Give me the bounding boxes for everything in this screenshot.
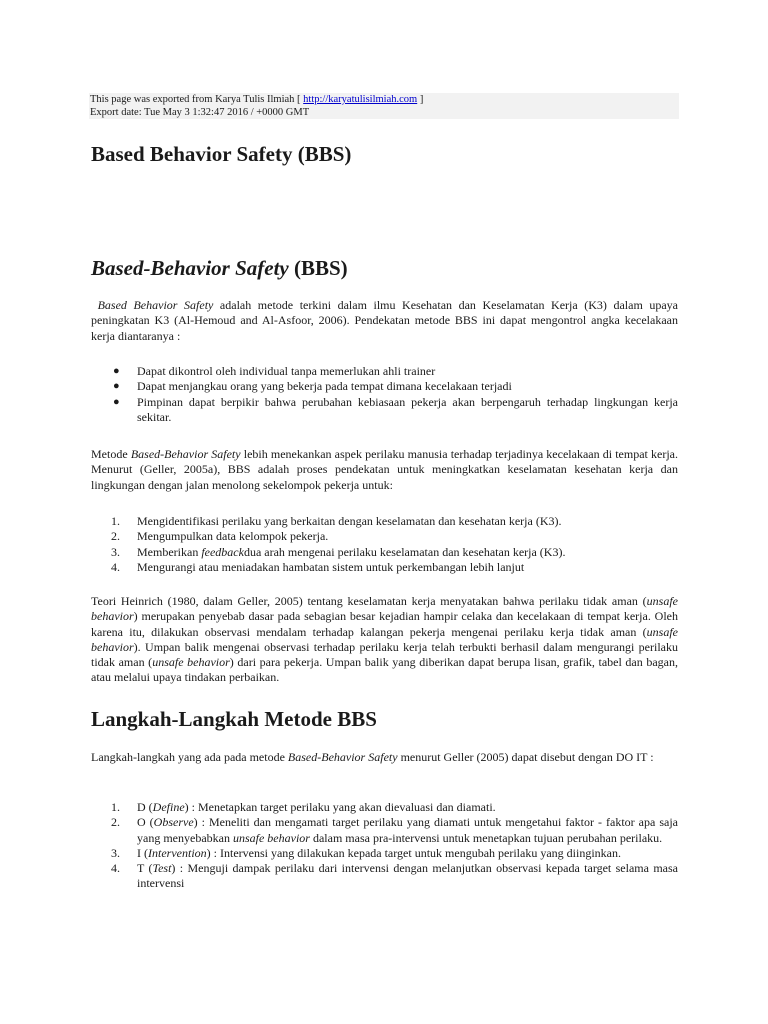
para-text: Teori Heinrich (1980, dalam Geller, 2005) tentang keselamatan kerja menyatakan bahwa perilaku tidak aman ( xyxy=(91,594,647,608)
step-term: Define xyxy=(152,800,185,814)
method-text-start: Metode xyxy=(91,447,131,461)
heading-italic: Based-Behavior Safety xyxy=(91,256,289,280)
step-text: dalam masa pra-intervensi untuk menetapkan tujuan perubahan perilaku. xyxy=(309,830,663,845)
list-number: 2. xyxy=(111,815,120,830)
export-source-line xyxy=(90,93,679,106)
step-term: Test xyxy=(152,861,172,876)
steps-intro-paragraph xyxy=(91,750,678,765)
list-item-text: Mengumpulkan data kelompok pekerja. xyxy=(137,529,329,544)
step-text: D ( xyxy=(137,800,153,814)
heinrich-paragraph xyxy=(91,594,678,686)
list-number: 1. xyxy=(111,514,120,528)
section-heading-bbs xyxy=(91,256,348,280)
export-date: Export date: Tue May 3 1:32:47 2016 / +0000 GMT xyxy=(90,107,310,118)
step-term: Observe xyxy=(153,815,194,830)
list-item xyxy=(91,514,678,529)
step-text: ) : Intervensi yang dilakukan kepada target untuk mengubah perilaku yang diinginkan. xyxy=(206,845,621,860)
list-item-text: Pimpinan dapat berpikir bahwa perubahan kebiasaan pekerja akan berpengaruh terhadap lingkungan kerja sekitar. xyxy=(137,394,678,424)
heading-suffix: (BBS) xyxy=(288,256,348,280)
list-item xyxy=(91,800,678,815)
list-item xyxy=(91,395,678,426)
unsafe-term: unsafe behavior xyxy=(152,655,230,670)
para-text: ) dari para pekerja. Umpan balik yang diberikan dapat berupa lisan, grafik, tabel dan bagan, atau melalui upaya tindakan perbaikan. xyxy=(91,655,678,685)
bullet-marker: ● xyxy=(113,395,120,408)
method-term: Based-Behavior Safety xyxy=(287,750,398,764)
step-text: T ( xyxy=(137,861,153,876)
list-item-text: Mengurangi atau meniadakan hambatan sistem untuk perkembangan lebih lanjut xyxy=(137,559,525,574)
list-item xyxy=(91,861,678,892)
intro-paragraph xyxy=(91,298,678,344)
list-item-text: Memberikan xyxy=(137,544,202,559)
list-number: 3. xyxy=(111,845,120,860)
list-item xyxy=(91,815,678,846)
list-number: 2. xyxy=(111,529,120,544)
document-title: Based Behavior Safety (BBS) xyxy=(91,142,352,166)
list-item xyxy=(91,846,678,861)
list-item-text: Dapat menjangkau orang yang bekerja pada tempat dimana kecelakaan terjadi xyxy=(137,379,512,394)
step-text: ) : Menetapkan target perilaku yang akan dievaluasi dan diamati. xyxy=(184,800,496,814)
method-paragraph xyxy=(91,447,678,493)
para-text: ). Umpan balik mengenai observasi terhadap perilaku kerja telah terbukti berhasil dalam mengurangi perilaku tidak aman ( xyxy=(91,639,678,670)
list-number: 1. xyxy=(111,800,120,814)
list-item xyxy=(91,545,678,560)
export-info-box xyxy=(89,93,679,119)
unsafe-term: unsafe behavior xyxy=(232,830,310,845)
export-source-suffix: ] xyxy=(417,94,424,105)
list-number: 4. xyxy=(111,861,120,876)
unsafe-term: unsafe behavior xyxy=(91,594,678,624)
step-text: ) : Menguji dampak perilaku dari intervensi dengan melanjutkan observasi kepada target selama masa intervensi xyxy=(137,861,678,891)
step-text: ) : Meneliti dan mengamati target perilaku yang diamati untuk mengetahui faktor - faktor apa saja yang menyebabkan xyxy=(137,815,678,845)
intro-text: adalah metode terkini dalam ilmu Kesehatan dan Keselamatan Kerja (K3) dalam upaya peningkatan K3 (Al-Hemoud and Al-Asfoor, 2006). Pendekatan metode BBS ini dapat mengontrol angka kecelakaan kerja diantaranya : xyxy=(91,298,679,343)
benefit-list xyxy=(91,364,678,425)
feedback-term: feedback xyxy=(201,544,244,559)
list-item-text: Mengidentifikasi perilaku yang berkaitan dengan keselamatan dan kesehatan kerja (K3). xyxy=(137,514,562,528)
list-number: 3. xyxy=(111,544,120,559)
method-term: Based-Behavior Safety xyxy=(130,447,241,461)
list-item xyxy=(91,560,678,575)
unsafe-term: unsafe behavior xyxy=(91,624,678,654)
method-text-rest: lebih menekankan aspek perilaku manusia terhadap terjadinya kecelakaan di tempat kerja. Menurut (Geller, 2005a), BBS adalah proses pendekatan untuk meningkatkan keselamatan kesehatan kerja dan lingkungan dengan jalan menolong sekelompok pekerja untuk: xyxy=(91,447,679,492)
do-it-steps-list xyxy=(91,800,678,892)
list-item xyxy=(91,529,678,544)
bullet-marker: ● xyxy=(113,380,120,393)
list-item xyxy=(91,379,678,394)
step-text: O ( xyxy=(137,815,154,830)
list-item-text-rest: dua arah mengenai perilaku keselamatan dan kesehatan kerja (K3). xyxy=(243,544,566,559)
list-item-text: Dapat dikontrol oleh individual tanpa memerlukan ahli trainer xyxy=(137,364,436,378)
export-source-text: This page was exported from Karya Tulis Ilmiah [ xyxy=(90,94,304,105)
para-text: ) merupakan penyebab dasar pada sebagian besar kejadian hampir celaka dan kecelakaan di tempat kerja. Oleh karena itu, dilakukan observasi mendalam terhadap kalangan pekerja mengenai perilaku kerja tidak aman ( xyxy=(91,609,678,639)
para-text: Langkah-langkah yang ada pada metode xyxy=(91,750,288,764)
list-item xyxy=(91,364,678,379)
section-heading-steps: Langkah-Langkah Metode BBS xyxy=(91,707,377,731)
para-text: menurut Geller (2005) dapat disebut dengan DO IT : xyxy=(397,750,654,764)
list-number: 4. xyxy=(111,559,120,574)
goals-list xyxy=(91,514,678,575)
step-term: Intervention xyxy=(148,845,207,860)
step-text: I ( xyxy=(137,845,148,860)
intro-term: Based Behavior Safety xyxy=(97,298,214,312)
source-link[interactable]: http://karyatulisilmiah.com xyxy=(303,94,418,105)
bullet-marker: ● xyxy=(113,365,120,377)
